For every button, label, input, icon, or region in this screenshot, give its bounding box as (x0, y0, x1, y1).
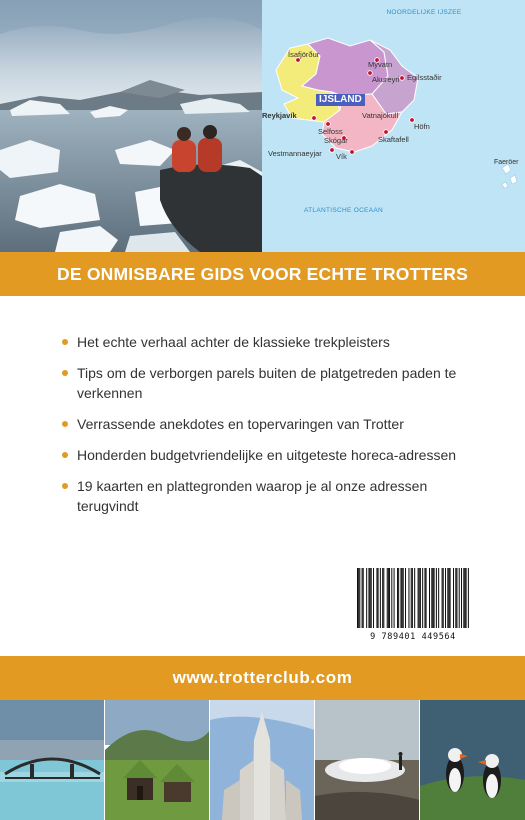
glacier-lagoon-image (0, 0, 262, 252)
list-item-text: 19 kaarten en plattegronden waarop je al onze adressen terugvindt (77, 478, 428, 514)
bullet-dot-icon (62, 339, 68, 345)
photo-blue-lagoon (0, 700, 105, 820)
city-dot-skaftafell (384, 130, 389, 135)
city-dot-egilsstadir (400, 76, 405, 81)
city-dot-vik (350, 150, 355, 155)
city-dot-reykjavik (312, 116, 317, 121)
map-place-vestmannaeyjar: Vestmannaeyjar (268, 149, 322, 158)
city-dot-selfoss (326, 122, 331, 127)
barcode-bars-graphic (354, 566, 472, 630)
photo-geyser (315, 700, 420, 820)
bullet-dot-icon (62, 370, 68, 376)
list-item (62, 476, 482, 516)
bullet-dot-icon (62, 452, 68, 458)
list-item-text: Het echte verhaal achter de klassieke trekpleisters (77, 334, 390, 350)
map-place-hofn: Höfn (414, 122, 430, 131)
map-sea-north-label: NOORDELIJKE IJSZEE (386, 9, 462, 16)
list-item (62, 414, 482, 434)
iceland-map (262, 0, 525, 252)
list-item (62, 332, 482, 352)
iceland-map-graphic (262, 0, 525, 252)
feature-list (62, 332, 482, 527)
map-place-vik: Vík (336, 152, 347, 161)
website-url-banner[interactable]: www.trotterclub.com (0, 656, 525, 700)
map-place-skaftafell: Skaftafell (378, 135, 409, 144)
map-place-reykjavik: Reykjavík (262, 111, 297, 120)
map-country-label: IJSLAND (316, 94, 365, 106)
photo-puffins (420, 700, 525, 820)
map-place-akureyri: Akureyri (372, 75, 400, 84)
photo-hallgrimskirkja (210, 700, 315, 820)
bullet-dot-icon (62, 421, 68, 427)
list-item-text: Verrassende anekdotes en topervaringen van Trotter (77, 416, 404, 432)
cover-photo-glacier-lagoon (0, 0, 262, 252)
city-dot-vestmannaeyjar (330, 148, 335, 153)
map-place-skogar: Skógar (324, 136, 348, 145)
map-place-myvatn: Mývatn (368, 60, 393, 69)
list-item-text: Honderden budgetvriendelijke en uitgeteste horeca-adressen (77, 447, 457, 463)
map-place-vatnajokull: Vatnajökull (362, 111, 399, 120)
isbn-barcode (354, 566, 472, 642)
tagline-banner: DE ONMISBARE GIDS VOOR ECHTE TROTTERS (0, 252, 525, 296)
bullet-dot-icon (62, 483, 68, 489)
photo-strip (0, 700, 525, 820)
isbn-digits: 9 789401 449564 (370, 632, 456, 642)
map-place-selfoss: Selfoss (318, 127, 343, 136)
map-sea-south-label: ATLANTISCHE OCEAAN (304, 207, 383, 214)
map-place-egilsstadir: Egilsstaðir (407, 73, 442, 82)
photo-turf-houses (105, 700, 210, 820)
list-item-text: Tips om de verborgen parels buiten de platgetreden paden te verkennen (77, 365, 457, 401)
list-item (62, 445, 482, 465)
map-place-faroer: Faeröer (494, 159, 519, 166)
list-item (62, 363, 482, 403)
map-place-isafjordur: Ísafjörður (288, 50, 320, 59)
